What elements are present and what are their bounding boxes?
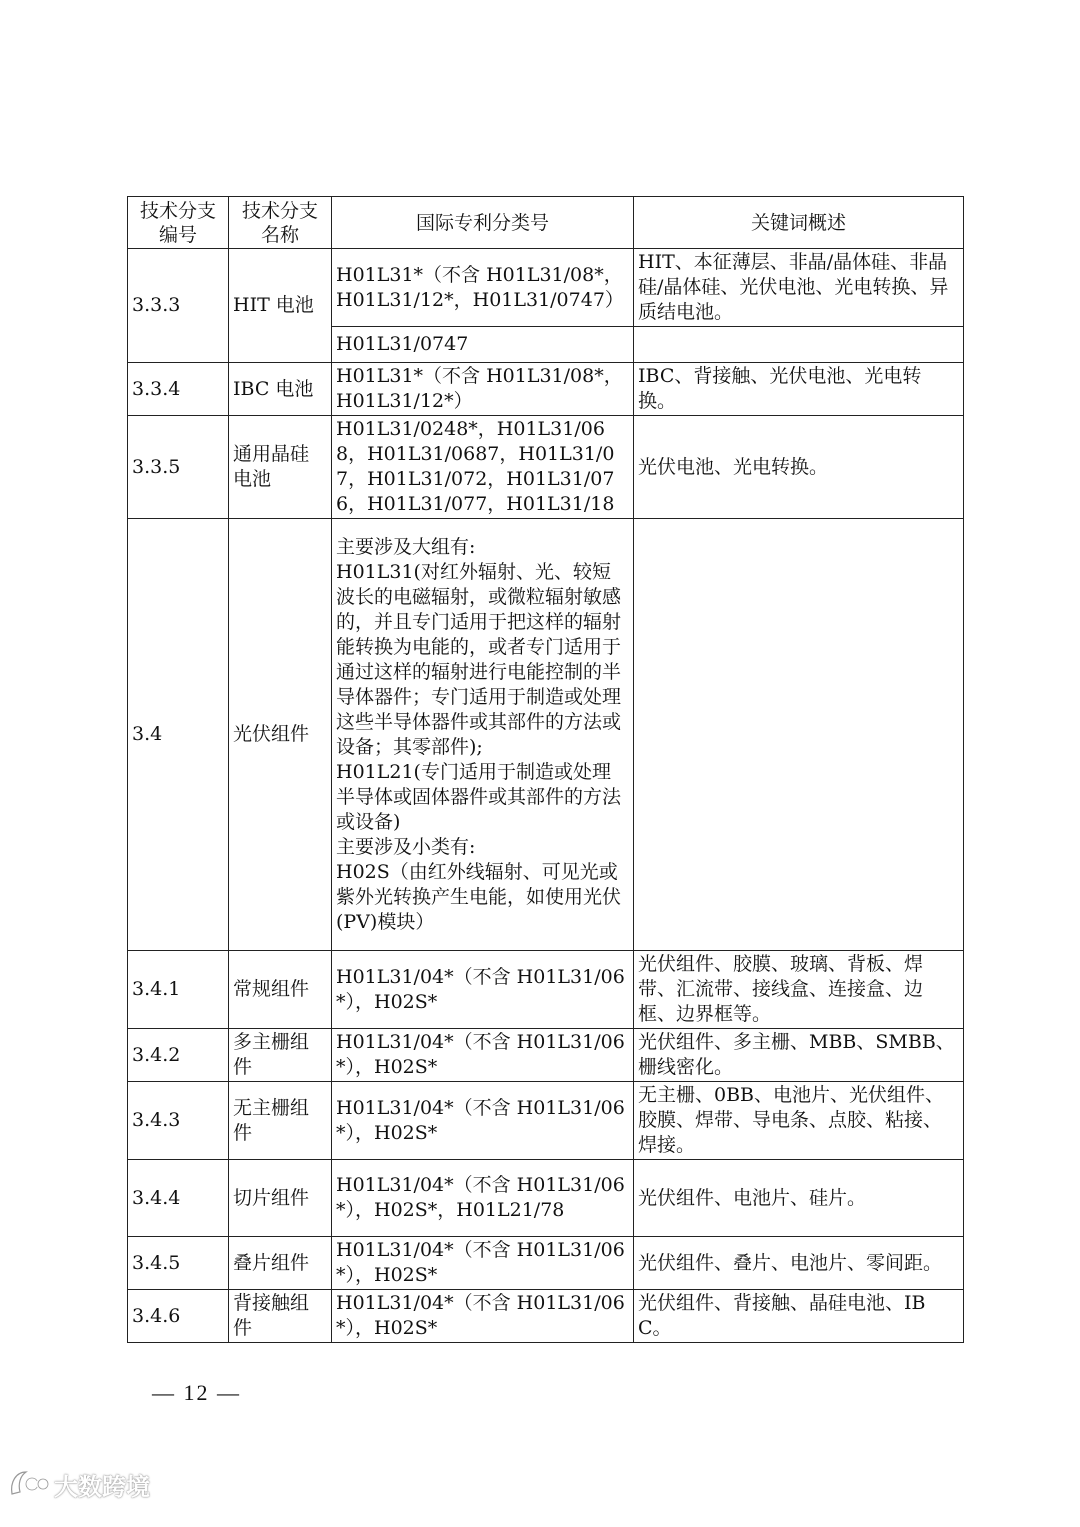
header-keywords: 关键词概述 (634, 197, 964, 249)
keywords: 无主栅、0BB、电池片、光伏组件、胶膜、焊带、导电条、点胶、粘接、焊接。 (634, 1082, 964, 1160)
branch-code: 3.4.3 (128, 1082, 229, 1160)
table-row (128, 951, 964, 1029)
keywords: IBC、背接触、光伏电池、光电转换。 (634, 363, 964, 416)
header-branch-code: 技术分支编号 (128, 197, 229, 249)
logo-icon (8, 1468, 50, 1500)
table-row (128, 1237, 964, 1290)
ipc-codes: H01L31*（不含 H01L31/08*，H01L31/12*，H01L31/0747） (332, 249, 634, 327)
keywords: 光伏电池、光电转换。 (634, 416, 964, 519)
ipc-codes: 主要涉及大组有: H01L31(对红外辐射、光、较短波长的电磁辐射，或微粒辐射敏感的，并且专门适用于把这样的辐射能转换为电能的，或者专门适用于通过这样的辐射进行电能控制的半导体器件；专门适用于制造或处理这些半导体器件或其部件的方法或设备；其零部件); H01L21(专门适用于制造或处理半导体或固体器件或其部件的方法或设备) 主要涉及小类有: H02S（由红外线辐射、可见光或紫外光转换产生电能，如使用光伏(PV)模块） (332, 519, 634, 951)
ipc-codes: H01L31/04*（不含 H01L31/06*），H02S* (332, 1029, 634, 1082)
table-row (128, 416, 964, 519)
ipc-codes: H01L31/04*（不含 H01L31/06*），H02S*，H01L21/78 (332, 1160, 634, 1237)
branch-name: HIT 电池 (229, 249, 332, 363)
branch-name: 切片组件 (229, 1160, 332, 1237)
branch-name: 背接触组件 (229, 1290, 332, 1343)
page-number: — 12 — (152, 1380, 241, 1405)
ipc-codes: H01L31/04*（不含 H01L31/06*），H02S* (332, 1290, 634, 1343)
table-row (128, 363, 964, 416)
keywords (634, 519, 964, 951)
branch-code: 3.4 (128, 519, 229, 951)
ipc-codes: H01L31/0747 (332, 327, 634, 363)
branch-code: 3.4.2 (128, 1029, 229, 1082)
branch-name: 无主栅组件 (229, 1082, 332, 1160)
keywords: 光伏组件、电池片、硅片。 (634, 1160, 964, 1237)
branch-code: 3.3.4 (128, 363, 229, 416)
branch-code: 3.4.6 (128, 1290, 229, 1343)
keywords: 光伏组件、胶膜、玻璃、背板、焊带、汇流带、接线盒、连接盒、边框、边界框等。 (634, 951, 964, 1029)
table-row (128, 249, 964, 327)
ipc-codes: H01L31*（不含 H01L31/08*，H01L31/12*） (332, 363, 634, 416)
header-ipc: 国际专利分类号 (332, 197, 634, 249)
watermark-text: 大数跨境 (54, 1472, 150, 1501)
branch-code: 3.4.1 (128, 951, 229, 1029)
table-row (128, 1082, 964, 1160)
branch-name: 光伏组件 (229, 519, 332, 951)
keywords (634, 327, 964, 363)
branch-code: 3.3.3 (128, 249, 229, 363)
ipc-codes: H01L31/04*（不含 H01L31/06*），H02S* (332, 1237, 634, 1290)
branch-code: 3.4.5 (128, 1237, 229, 1290)
ipc-codes: H01L31/0248*，H01L31/068，H01L31/0687，H01L31/07，H01L31/072，H01L31/076，H01L31/077，H01L31/18 (332, 416, 634, 519)
ipc-classification-table (127, 196, 964, 1343)
keywords: 光伏组件、背接触、晶硅电池、IBC。 (634, 1290, 964, 1343)
branch-name: IBC 电池 (229, 363, 332, 416)
table-row (128, 1160, 964, 1237)
branch-name: 多主栅组件 (229, 1029, 332, 1082)
branch-name: 叠片组件 (229, 1237, 332, 1290)
keywords: 光伏组件、叠片、电池片、零间距。 (634, 1237, 964, 1290)
keywords: HIT、本征薄层、非晶/晶体硅、非晶硅/晶体硅、光伏电池、光电转换、异质结电池。 (634, 249, 964, 327)
header-branch-name: 技术分支名称 (229, 197, 332, 249)
ipc-codes: H01L31/04*（不含 H01L31/06*），H02S* (332, 1082, 634, 1160)
keywords: 光伏组件、多主栅、MBB、SMBB、栅线密化。 (634, 1029, 964, 1082)
table-row (128, 1029, 964, 1082)
table-row (128, 519, 964, 951)
ipc-codes: H01L31/04*（不含 H01L31/06*），H02S* (332, 951, 634, 1029)
branch-code: 3.4.4 (128, 1160, 229, 1237)
table-row (128, 1290, 964, 1343)
table-header-row (128, 197, 964, 249)
watermark (8, 1464, 150, 1504)
branch-name: 通用晶硅电池 (229, 416, 332, 519)
branch-name: 常规组件 (229, 951, 332, 1029)
branch-code: 3.3.5 (128, 416, 229, 519)
